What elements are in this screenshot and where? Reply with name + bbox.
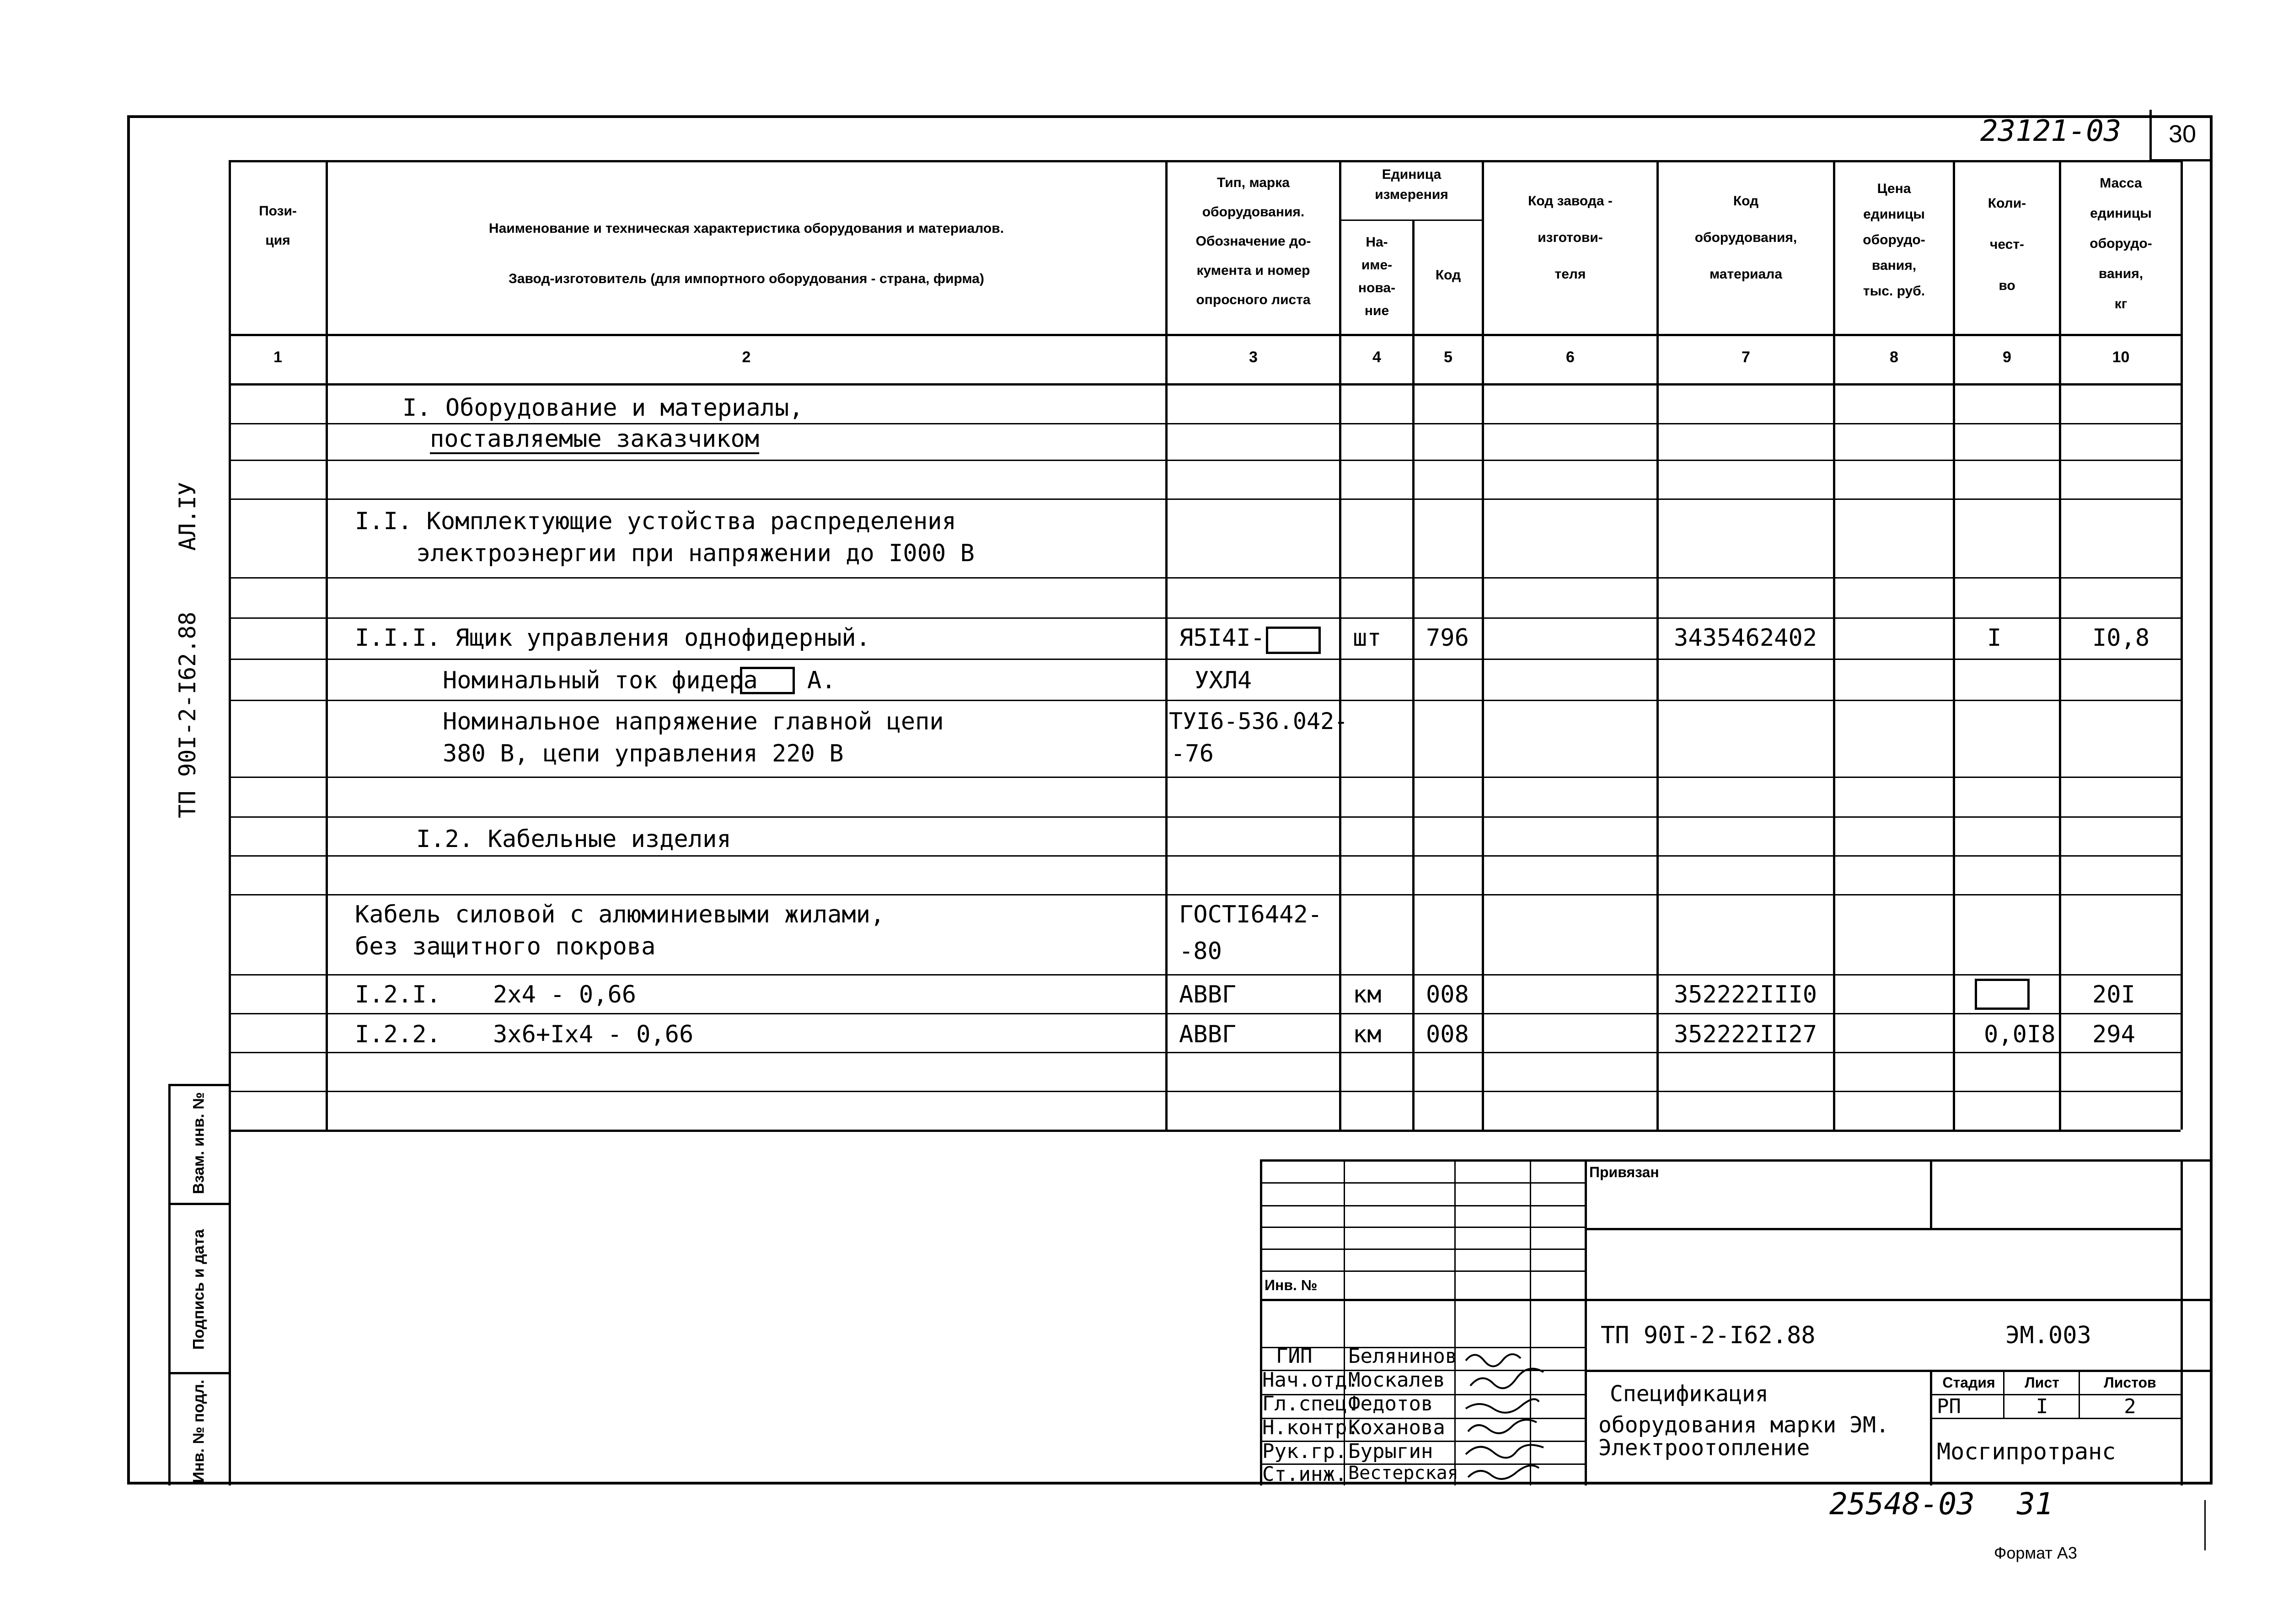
col-divider-7 (1833, 160, 1835, 1130)
row-line (229, 777, 2181, 778)
item-121-pos: I.2.I. (355, 981, 441, 1008)
signer-role: Нач.отд. (1262, 1368, 1359, 1392)
item-111-code: 796 (1426, 624, 1469, 652)
colnum-8: 8 (1890, 348, 1898, 366)
col-divider-5 (1482, 160, 1484, 1130)
item-122-mass: 294 (2092, 1021, 2135, 1048)
colnum-10: 10 (2112, 348, 2130, 366)
item-111-type2: УХЛ4 (1195, 667, 1252, 694)
item-122-name: 3х6+Iх4 - 0,66 (493, 1021, 694, 1048)
signer-name: Белянинов (1348, 1345, 1458, 1368)
tb-doc-code: ТП 90I-2-I62.88 (1601, 1322, 1816, 1349)
tb-docline-top (1585, 1299, 2213, 1301)
item-111-qty: I (1987, 624, 2002, 652)
section-1-title-line1: I. Оборудование и материалы, (402, 394, 804, 422)
tb-org: Мосгипротранс (1937, 1438, 2116, 1465)
item-111-type3: ТУI6-536.042- (1169, 708, 1348, 734)
row-line (229, 617, 2181, 619)
tb-privyazan-divider (1930, 1159, 1932, 1228)
tb-sheets: 2 (2124, 1395, 2136, 1418)
item-122-material-code: 352222II27 (1674, 1021, 1817, 1048)
stamp-label-inv-podl: Инв. № подл. (190, 1379, 208, 1483)
colnum-9: 9 (2003, 348, 2011, 366)
tb-grid-row-heavy (1260, 1299, 1585, 1301)
signer-role: Н.контр. (1262, 1416, 1359, 1439)
colnum-1: 1 (273, 348, 282, 366)
signer-name: Федотов (1348, 1392, 1433, 1415)
signer-name: Вестерская (1348, 1463, 1458, 1484)
item-111-mass: I0,8 (2092, 624, 2150, 652)
hdr-col2: Наименование и техническая характеристика оборудования и материалов. Завод-изготовитель (для импортного оборудования - страна, фирма) (488, 221, 1004, 286)
item-122-qty: 0,0I8 (1984, 1021, 2056, 1048)
signer-name: Коханова (1348, 1416, 1445, 1439)
item-111-name: I.I.I. Ящик управления однофидерный. (355, 624, 871, 652)
tb-grid-row (1260, 1270, 1585, 1272)
side-doc-ref: ТП 90I-2-I62.88 (174, 611, 201, 818)
item-122-pos: I.2.2. (355, 1021, 441, 1048)
unit-group-divider (1339, 220, 1482, 221)
signer-name: Бурыгин (1348, 1440, 1433, 1463)
bottom-handwritten-code: 25548-03 (1829, 1486, 1975, 1522)
item-121-mass: 20I (2092, 981, 2135, 1008)
row-line (229, 974, 2181, 975)
item-111-current-label: Номинальный ток фидера (443, 667, 758, 694)
item-121-type: АВВГ (1179, 981, 1237, 1008)
tb-grid-row (1260, 1249, 1585, 1250)
tb-sheet-label: Лист (2025, 1374, 2059, 1391)
section-1-title-line2: поставляемые заказчиком (430, 425, 760, 453)
cable-type1: ГОСТI6442- (1179, 901, 1323, 928)
col-divider-1 (326, 160, 328, 1130)
row-line (229, 816, 2181, 818)
section-1-2-title: I.2. Кабельные изделия (416, 825, 731, 853)
hdr-col1: Пози- ция (259, 204, 297, 248)
item-122-unit: км (1353, 1021, 1382, 1048)
item-121-material-code: 352222III0 (1674, 981, 1817, 1008)
hdr-col7: Код оборудования, материала (1694, 193, 1797, 282)
item-121-name: 2х4 - 0,66 (493, 981, 637, 1008)
tb-title-line3: Электроотопление (1598, 1435, 1810, 1461)
tb-main-divider (1585, 1159, 1587, 1485)
colnum-6: 6 (1566, 348, 1575, 366)
section-1-1-title-line2: электроэнергии при напряжении до I000 В (416, 540, 975, 567)
item-122-type: АВВГ (1179, 1021, 1237, 1048)
tb-inv-no: Инв. № (1265, 1277, 1318, 1293)
header-bottom (229, 334, 2181, 336)
tb-sheet-code: ЭМ.003 (2005, 1322, 2091, 1349)
hdr-col9: Коли- чест- во (1988, 196, 2026, 293)
hdr-col6: Код завода - изготови- теля (1528, 193, 1613, 282)
tb-sheets-label: Листов (2104, 1374, 2156, 1391)
item-111-voltage-values: 380 В, цепи управления 220 В (443, 740, 844, 767)
edge-dash (2204, 1500, 2206, 1550)
signer-name: Москалев (1348, 1368, 1445, 1392)
item-111-type: Я5I4I- (1179, 624, 1265, 652)
row-line (229, 1052, 2181, 1053)
signer-role: Гл.спец. (1262, 1392, 1359, 1415)
item-111-current-unit: А. (807, 667, 836, 694)
cable-desc-line2: без защитного покрова (355, 933, 656, 960)
tb-stage: РП (1937, 1395, 1961, 1418)
cable-desc-line1: Кабель силовой с алюминиевыми жилами, (355, 901, 885, 928)
item-111-current-blank (740, 667, 795, 694)
side-strip-border (168, 1084, 171, 1485)
item-121-qty-blank (1975, 979, 2030, 1010)
row-line (229, 498, 2181, 500)
tb-right-edge (2181, 1159, 2183, 1485)
tb-grid-row (1260, 1205, 1585, 1206)
tb-privyazan-bottom (1585, 1228, 2181, 1230)
tb-stage-col (2003, 1370, 2004, 1418)
hdr-col3: Тип, марка оборудования. Обозначение до- кумента и номер опросного листа (1195, 175, 1311, 307)
colnum-7: 7 (1742, 348, 1750, 366)
row-line (229, 1013, 2181, 1014)
tb-title-divider (1930, 1370, 1932, 1485)
colnum-3: 3 (1249, 348, 1258, 366)
row-line (229, 460, 2181, 461)
item-121-unit: км (1353, 981, 1382, 1008)
item-122-code: 008 (1426, 1021, 1469, 1048)
tb-grid-row (1260, 1182, 1585, 1184)
tb-privyazan: Привязан (1589, 1164, 1659, 1180)
row-line (229, 700, 2181, 701)
item-111-unit: шт (1353, 624, 1382, 652)
item-111-voltage-label: Номинальное напряжение главной цепи (443, 708, 944, 735)
signer-role: ГИП (1276, 1345, 1313, 1368)
row-line (229, 1091, 2181, 1092)
stamp-label-podpis: Подпись и дата (190, 1229, 208, 1350)
sheet-frame (127, 115, 2213, 1485)
row-line (229, 894, 2181, 895)
colnum-5: 5 (1444, 348, 1452, 366)
side-strip-sep1 (168, 1203, 230, 1205)
table-bottom (229, 1130, 2181, 1132)
tb-grid-col (1454, 1159, 1456, 1485)
colnum-bottom (229, 383, 2181, 386)
item-121-code: 008 (1426, 981, 1469, 1008)
colnum-4: 4 (1372, 348, 1381, 366)
colnum-2: 2 (742, 348, 751, 366)
bottom-handwritten-page: 31 (2017, 1486, 2053, 1522)
signature-marks (1461, 1347, 1585, 1484)
stamp-label-vzam: Взам. инв. № (190, 1092, 208, 1195)
row-line (229, 659, 2181, 660)
tb-top (1260, 1159, 2213, 1162)
item-111-type4: -76 (1171, 740, 1214, 767)
hdr-col8: Цена единицы оборудо- вания, тыс. руб. (1863, 181, 1925, 299)
col-divider-6 (1656, 160, 1659, 1130)
tb-sheet: I (2036, 1395, 2048, 1418)
tb-title-line2: оборудования марки ЭМ. (1598, 1412, 1889, 1438)
row-line (229, 577, 2181, 579)
hdr-col10: Масса единицы оборудо- вания, кг (2090, 176, 2152, 311)
item-111-type-blank (1266, 627, 1321, 654)
section-1-1-title-line1: I.I. Комплектующие устойства распределения (355, 508, 956, 535)
cable-type2: -80 (1179, 938, 1222, 965)
top-handwritten-code: 23121-03 (1980, 114, 2122, 148)
signer-role: Рук.гр. (1262, 1440, 1347, 1463)
page-number: 30 (2168, 120, 2197, 148)
side-album: АЛ.IУ (174, 482, 201, 551)
hdr-unit-group: Единица измерения (1375, 167, 1448, 202)
page-number-divider (2149, 110, 2152, 160)
tb-stage-col (2079, 1370, 2080, 1418)
table-top (229, 160, 2181, 162)
hdr-col5: Код (1435, 268, 1461, 283)
item-111-material-code: 3435462402 (1674, 624, 1817, 652)
tb-grid-row (1260, 1227, 1585, 1228)
tb-docline-bottom (1585, 1370, 2213, 1372)
tb-title-line1: Спецификация (1610, 1381, 1769, 1407)
signer-role: Ст.инж. (1262, 1463, 1347, 1486)
table-right (2181, 160, 2183, 1130)
format-label: Формат А3 (1994, 1544, 2077, 1562)
row-line (229, 423, 2181, 424)
tb-stage-label: Стадия (1942, 1374, 1995, 1391)
row-line (229, 855, 2181, 857)
hdr-col4: На- име- нова- ние (1358, 235, 1396, 318)
